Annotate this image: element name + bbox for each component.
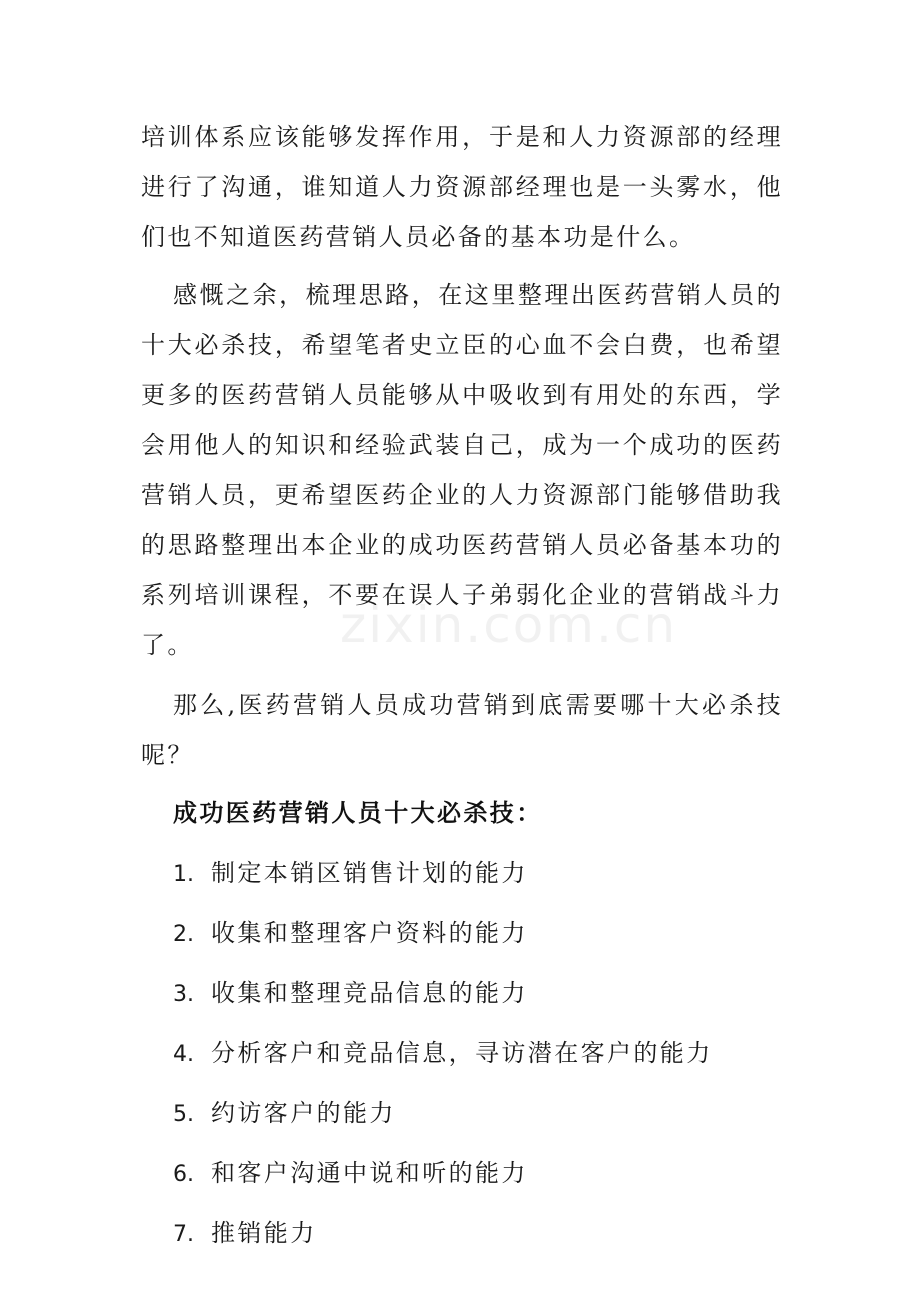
list-item (141, 1088, 783, 1138)
list-item-number: 3. (173, 982, 194, 1007)
list-item (141, 1148, 783, 1198)
list-item-text: 制定本销区销售计划的能力 (211, 859, 528, 887)
list-item-text: 分析客户和竞品信息，寻访潜在客户的能力 (211, 1039, 713, 1067)
list-item (141, 908, 783, 958)
paragraph-reflection: 感慨之余，梳理思路，在这里整理出医药营销人员的十大必杀技，希望笔者史立臣的心血不会白费，也希望更多的医药营销人员能够从中吸收到有用处的东西，学会用他人的知识和经验武装自己，成为一个成功的医药营销人员，更希望医药企业的人力资源部门能够借助我的思路整理出本企业的成功医药营销人员必备基本功的系列培训课程，不要在误人子弟弱化企业的营销战斗力了。 (141, 281, 783, 659)
list-item (141, 968, 783, 1018)
list-item-number: 1. (173, 862, 194, 887)
list-item-number: 5. (173, 1102, 194, 1127)
list-item-number: 7. (173, 1222, 194, 1247)
list-item-number: 2. (173, 922, 194, 947)
paragraph-question: 那么,医药营销人员成功营销到底需要哪十大必杀技呢？ (141, 691, 783, 769)
list-item-text: 收集和整理客户资料的能力 (211, 919, 528, 947)
list-item-text: 推销能力 (211, 1219, 317, 1247)
list-item (141, 848, 783, 898)
list-item-number: 6. (173, 1162, 194, 1187)
list-item (141, 1208, 783, 1258)
paragraph-training-system: 培训体系应该能够发挥作用，于是和人力资源部的经理进行了沟通，谁知道人力资源部经理也是一头雾水，他们也不知道医药营销人员必备的基本功是什么。 (141, 123, 783, 251)
list-heading: 成功医药营销人员十大必杀技： (173, 798, 543, 827)
list-item-text: 约访客户的能力 (211, 1099, 396, 1127)
list-item (141, 1028, 783, 1078)
list-item-text: 和客户沟通中说和听的能力 (211, 1159, 528, 1187)
skill-list (141, 848, 783, 1258)
watermark: zixin.com.cn (340, 596, 678, 654)
list-item-number: 4. (173, 1042, 194, 1067)
document-page (141, 112, 783, 1268)
list-item-text: 收集和整理竞品信息的能力 (211, 979, 528, 1007)
